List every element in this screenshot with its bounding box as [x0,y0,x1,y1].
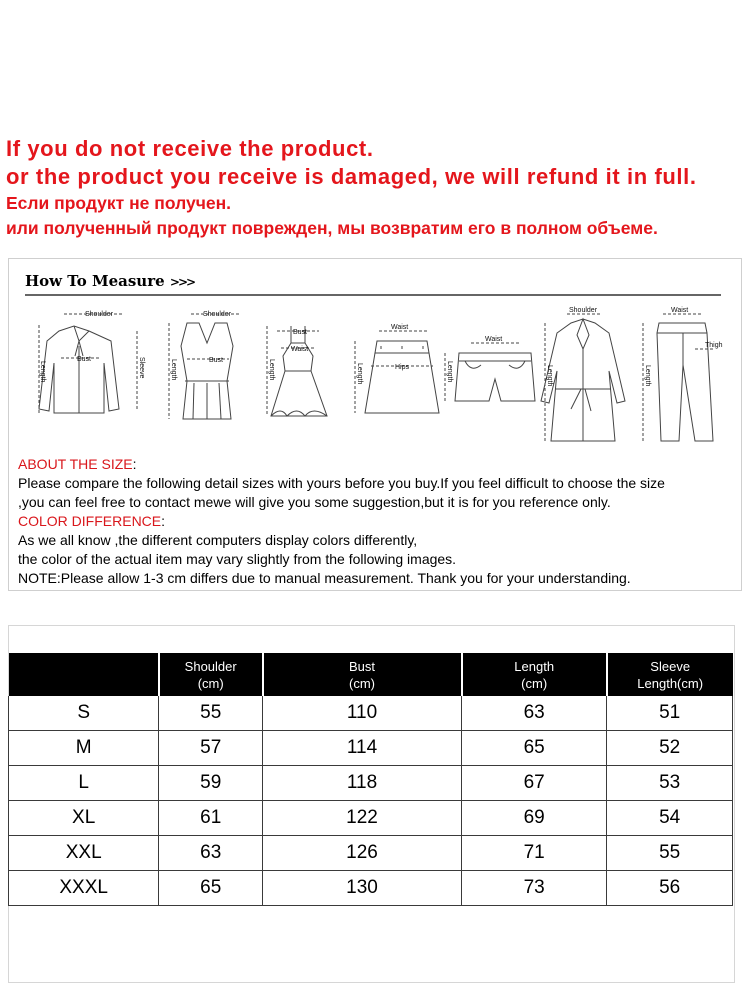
length-cell: 73 [462,871,607,906]
notice-line-2: or the product you receive is damaged, we will refund it in full. [6,164,697,189]
label-length-7: Length [644,365,651,387]
notice-line-4: или полученный продукт поврежден, мы возвратим его в полном объеме. [6,218,658,238]
label-shoulder-2: Shoulder [203,311,232,318]
table-row [9,836,733,871]
size-chart-table [8,653,733,906]
label-length-5: Length [446,361,453,383]
about-size-line-1: Please compare the following detail sizes with yours before you buy.If you feel difficult to choose the size [18,475,665,491]
about-size-line-2: ,you can feel free to contact mewe will give you some suggestion,but it is for you reference only. [18,494,611,510]
shoulder-cell: 63 [159,836,263,871]
table-row [9,696,733,731]
chevrons-icon: >>> [169,275,195,289]
trousers-diagram [657,323,713,441]
color-diff-title: COLOR DIFFERENCE [18,513,162,529]
vneck-top-diagram [181,323,233,419]
notice-line-3: Если продукт не получен. [6,193,232,213]
shoulder-cell: 65 [159,871,263,906]
bust-cell: 110 [263,696,462,731]
table-row [9,766,733,801]
refund-notice [6,135,750,241]
how-to-measure-heading [25,272,194,290]
how-to-measure-title: How To Measure [25,272,165,290]
header-sleeve-length: Sleeve Length(cm) [607,653,733,696]
size-cell: XXXL [9,871,159,906]
color-diff-colon: : [161,513,166,529]
sleeve-cell: 55 [607,836,733,871]
length-cell: 63 [462,696,607,731]
table-row [9,871,733,906]
label-hips-4: Hips [395,364,410,371]
shoulder-cell: 61 [159,801,263,836]
label-length-3: Length [268,359,275,381]
label-length-1: Length [39,361,46,383]
measurement-note: NOTE:Please allow 1-3 cm differs due to manual measurement. Thank you for your understanding. [18,570,631,586]
size-info [18,455,738,588]
bust-cell: 122 [263,801,462,836]
header-length: Length (cm) [462,653,607,696]
label-waist-7: Waist [671,307,689,314]
label-length-2: Length [170,359,177,381]
color-diff-title-row [18,512,738,531]
shorts-diagram [455,353,535,401]
label-shoulder-1: Shoulder [85,311,114,318]
shoulder-cell: 59 [159,766,263,801]
label-shoulder-6: Shoulder [569,307,598,314]
table-row [9,801,733,836]
sleeve-cell: 53 [607,766,733,801]
table-row [9,731,733,766]
label-sleeve-1: Sleeve [138,357,145,379]
heading-underline [25,294,721,296]
length-cell: 65 [462,731,607,766]
label-waist-4: Waist [391,324,409,331]
about-size-title-row [18,455,738,474]
shoulder-cell: 57 [159,731,263,766]
how-to-measure-panel [8,258,742,591]
label-bust-1: Bust [77,356,92,363]
about-size-colon: : [132,456,137,472]
measurement-illustrations [19,301,733,451]
notice-line-1: If you do not receive the product. [6,136,374,161]
sleeve-cell: 51 [607,696,733,731]
length-cell: 67 [462,766,607,801]
blouse-diagram [39,326,119,413]
about-size-title: ABOUT THE SIZE [18,456,133,472]
color-diff-line-1: As we all know ,the different computers display colors differently, [18,532,418,548]
label-thigh-7: Thigh [705,342,723,349]
bust-cell: 114 [263,731,462,766]
size-cell: XXL [9,836,159,871]
bust-cell: 118 [263,766,462,801]
shoulder-cell: 55 [159,696,263,731]
size-cell: S [9,696,159,731]
skirt-diagram [365,341,439,413]
sleeve-cell: 52 [607,731,733,766]
label-waist-3: Waist [291,346,309,353]
size-chart-panel [8,625,735,983]
strap-dress-diagram [271,326,327,416]
size-cell: L [9,766,159,801]
header-size [9,653,159,696]
size-chart-header-row [9,653,733,696]
label-bust-2: Bust [209,357,224,364]
bust-cell: 126 [263,836,462,871]
label-length-4: Length [356,363,363,385]
label-length-6: Length [546,365,553,387]
sleeve-cell: 56 [607,871,733,906]
label-bust-3: Bust [293,329,308,336]
bust-cell: 130 [263,871,462,906]
label-waist-5: Waist [485,336,503,343]
header-shoulder: Shoulder (cm) [159,653,263,696]
length-cell: 69 [462,801,607,836]
size-cell: M [9,731,159,766]
sleeve-cell: 54 [607,801,733,836]
size-cell: XL [9,801,159,836]
length-cell: 71 [462,836,607,871]
header-bust: Bust (cm) [263,653,462,696]
color-diff-line-2: the color of the actual item may vary slightly from the following images. [18,551,457,567]
